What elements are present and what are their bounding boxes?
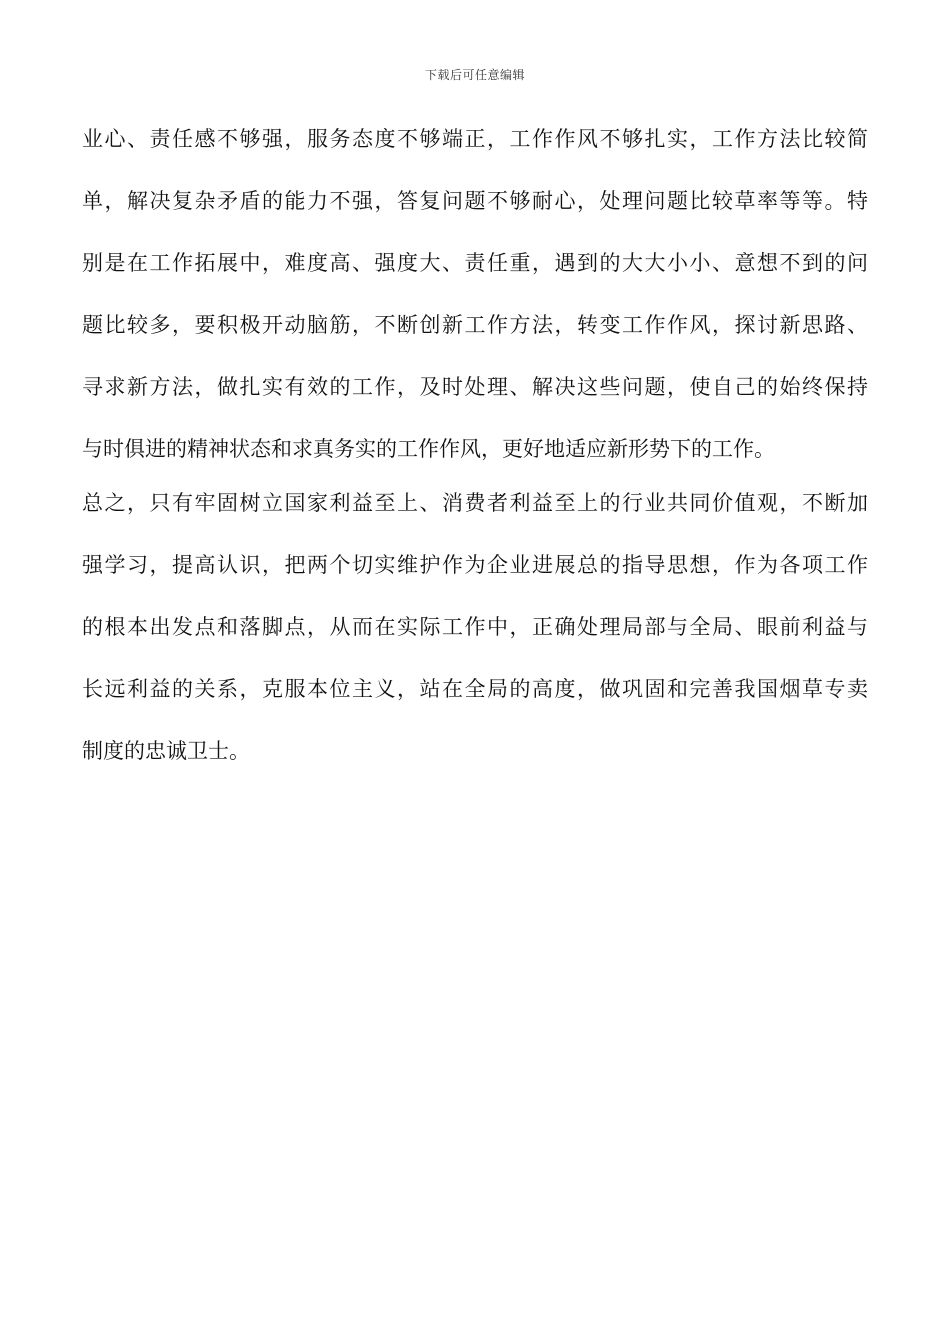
text-line: 题比较多，要积极开动脑筋，不断创新工作方法，转变工作作风，探讨新思路、 bbox=[82, 313, 868, 337]
document-body bbox=[82, 108, 868, 782]
text-line: 业心、责任感不够强，服务态度不够端正，工作作风不够扎实，工作方法比较简 bbox=[82, 127, 868, 151]
page-header-note: 下载后可任意编辑 bbox=[424, 68, 525, 82]
text-line: 强学习，提高认识，把两个切实维护作为企业进展总的指导思想，作为各项工作 bbox=[82, 553, 868, 577]
text-line: 长远利益的关系，克服本位主义，站在全局的高度，做巩固和完善我国烟草专卖 bbox=[82, 677, 868, 701]
paragraph-2 bbox=[82, 472, 868, 782]
text-line: 的根本出发点和落脚点，从而在实际工作中，正确处理局部与全局、眼前利益与 bbox=[82, 615, 868, 639]
text-line: 与时俱进的精神状态和求真务实的工作作风，更好地适应新形势下的工作。 bbox=[82, 437, 775, 461]
text-line: 单，解决复杂矛盾的能力不强，答复问题不够耐心，处理问题比较草率等等。特 bbox=[82, 189, 868, 213]
paragraph-1 bbox=[82, 108, 868, 480]
text-line: 制度的忠诚卫士。 bbox=[82, 739, 250, 763]
text-line: 总之，只有牢固树立国家利益至上、消费者利益至上的行业共同价值观，不断加 bbox=[82, 491, 868, 515]
text-line: 寻求新方法，做扎实有效的工作，及时处理、解决这些问题，使自己的始终保持 bbox=[82, 375, 868, 399]
text-line: 别是在工作拓展中，难度高、强度大、责任重，遇到的大大小小、意想不到的问 bbox=[82, 251, 868, 275]
